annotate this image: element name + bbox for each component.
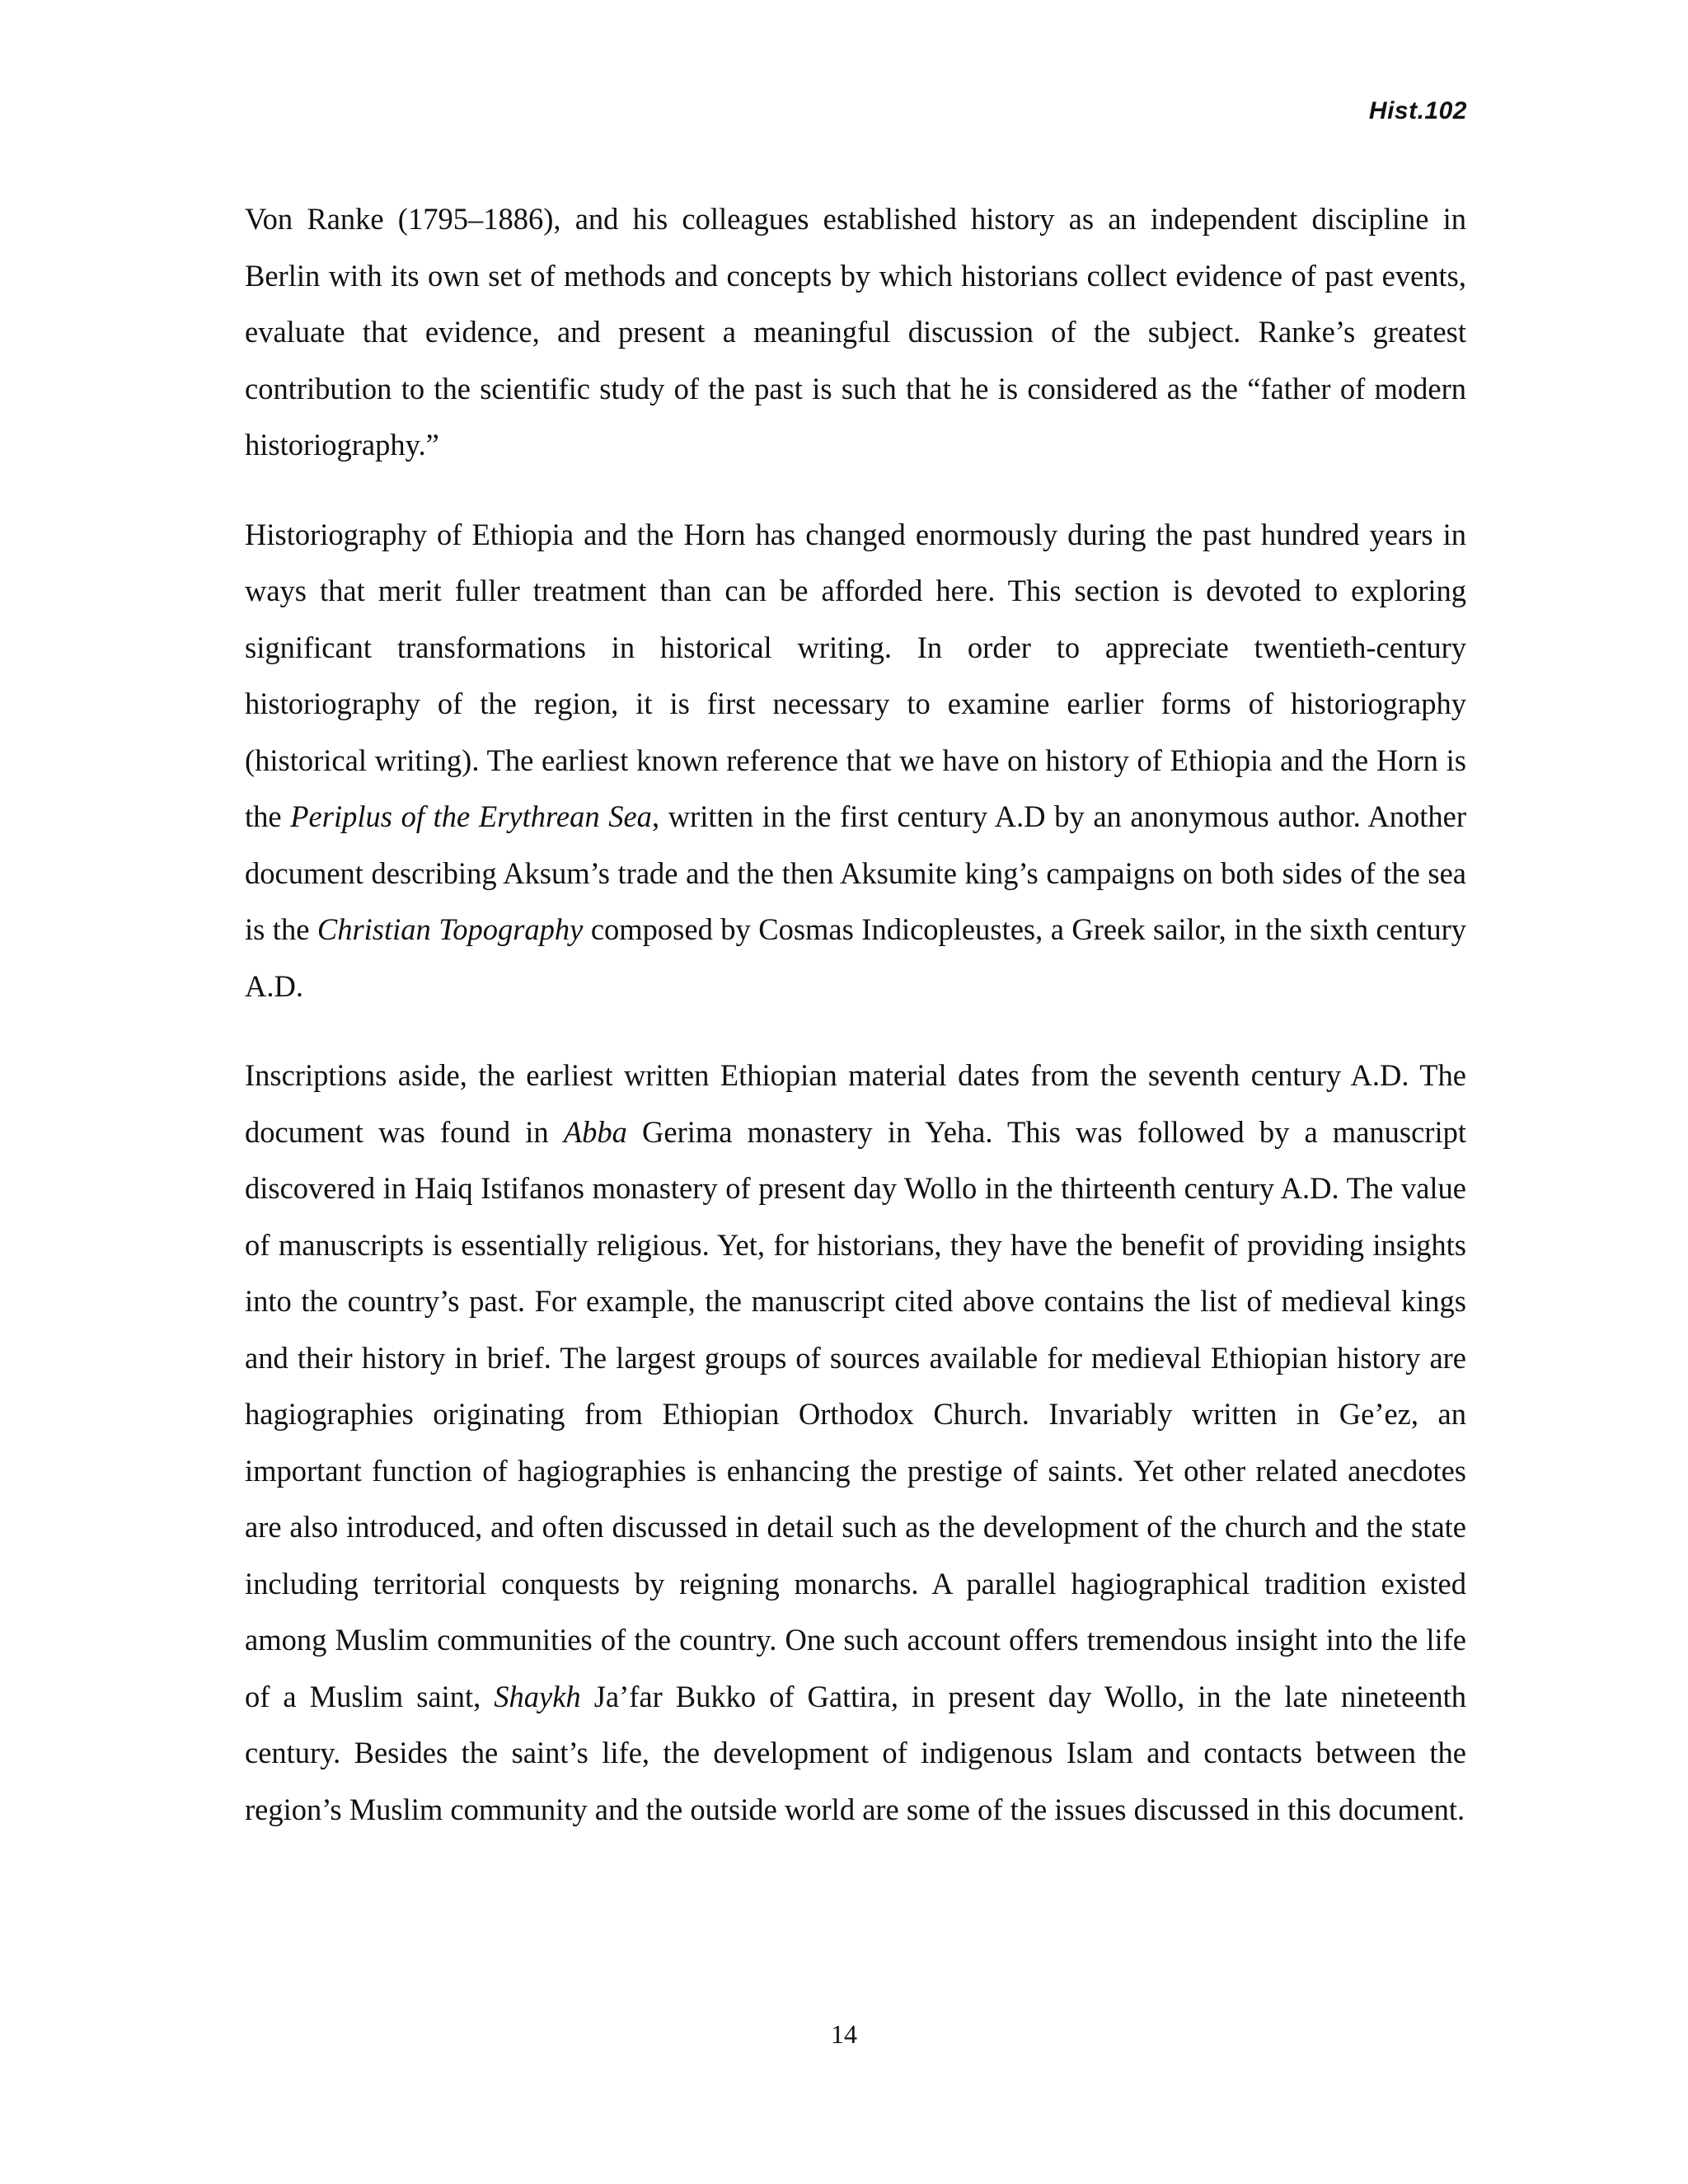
paragraph-inscriptions-text-1: Inscriptions aside, the earliest written Ethiopian material dates from the seventh century A.D. The document was found in xyxy=(245,1058,1466,1149)
term-abba: Abba xyxy=(563,1114,627,1149)
title-periplus: Periplus of the Erythrean Sea xyxy=(290,799,652,833)
paragraph-historiography xyxy=(245,507,1466,1015)
paragraph-inscriptions-text-2: Gerima monastery in Yeha. This was followed by a manuscript discovered in Haiq Istifanos monastery of present day Wollo in the thirteenth century A.D. The value of manuscripts is essentially religious. Yet, for historians, they have the benefit of providing insights into the country’s past. For example, the manuscript cited above contains the list of medieval kings and their history in brief. The largest groups of sources available for medieval Ethiopian history are hagiographies originating from Ethiopian Orthodox Church. Invariably written in Ge’ez, an important function of hagiographies is enhancing the prestige of saints. Yet other related anecdotes are also introduced, and often discussed in detail such as the development of the church and the state including territorial conquests by reigning monarchs. A parallel hagiographical tradition existed among Muslim communities of the country. One such account offers tremendous insight into the life of a Muslim saint, xyxy=(245,1114,1466,1713)
paragraph-historiography-text-1: Historiography of Ethiopia and the Horn has changed enormously during the past hundred years in ways that merit fuller treatment than can be afforded here. This section is devoted to exploring significant transformations in historical writing. In order to appreciate twentieth-century historiography of the region, it is first necessary to examine earlier forms of historiography (historical writing). The earliest known reference that we have on history of Ethiopia and the Horn is the xyxy=(245,517,1466,833)
paragraph-inscriptions-text-3: Ja’far Bukko of Gattira, in present day Wollo, in the late nineteenth century. Besides the saint’s life, the development of indigenous Islam and contacts between the region’s Muslim community and the outside world are some of the issues discussed in this document. xyxy=(245,1679,1466,1826)
paragraph-ranke xyxy=(245,191,1466,474)
body-text xyxy=(245,191,1466,1871)
term-shaykh: Shaykh xyxy=(494,1679,581,1713)
paragraph-historiography-text-2: , written in the first century A.D by an anonymous author. Another document describing Aksum’s trade and the then Aksumite king’s campaigns on both sides of the sea is the xyxy=(245,799,1467,946)
paragraph-ranke-text: Von Ranke (1795–1886), and his colleagues established history as an independent discipline in Berlin with its own set of methods and concepts by which historians collect evidence of past events, evaluate that evidence, and present a meaningful discussion of the subject. Ranke’s greatest contribution to the scientific study of the past is such that he is considered as the “father of modern historiography.” xyxy=(245,202,1466,462)
paragraph-inscriptions xyxy=(245,1047,1466,1838)
paragraph-historiography-text-3: composed by Cosmas Indicopleustes, a Greek sailor, in the sixth century A.D. xyxy=(245,912,1467,1003)
running-header-course-code: Hist.102 xyxy=(1368,97,1467,124)
page-number: 14 xyxy=(831,2019,857,2049)
title-christian-topography: Christian Topography xyxy=(316,912,584,946)
